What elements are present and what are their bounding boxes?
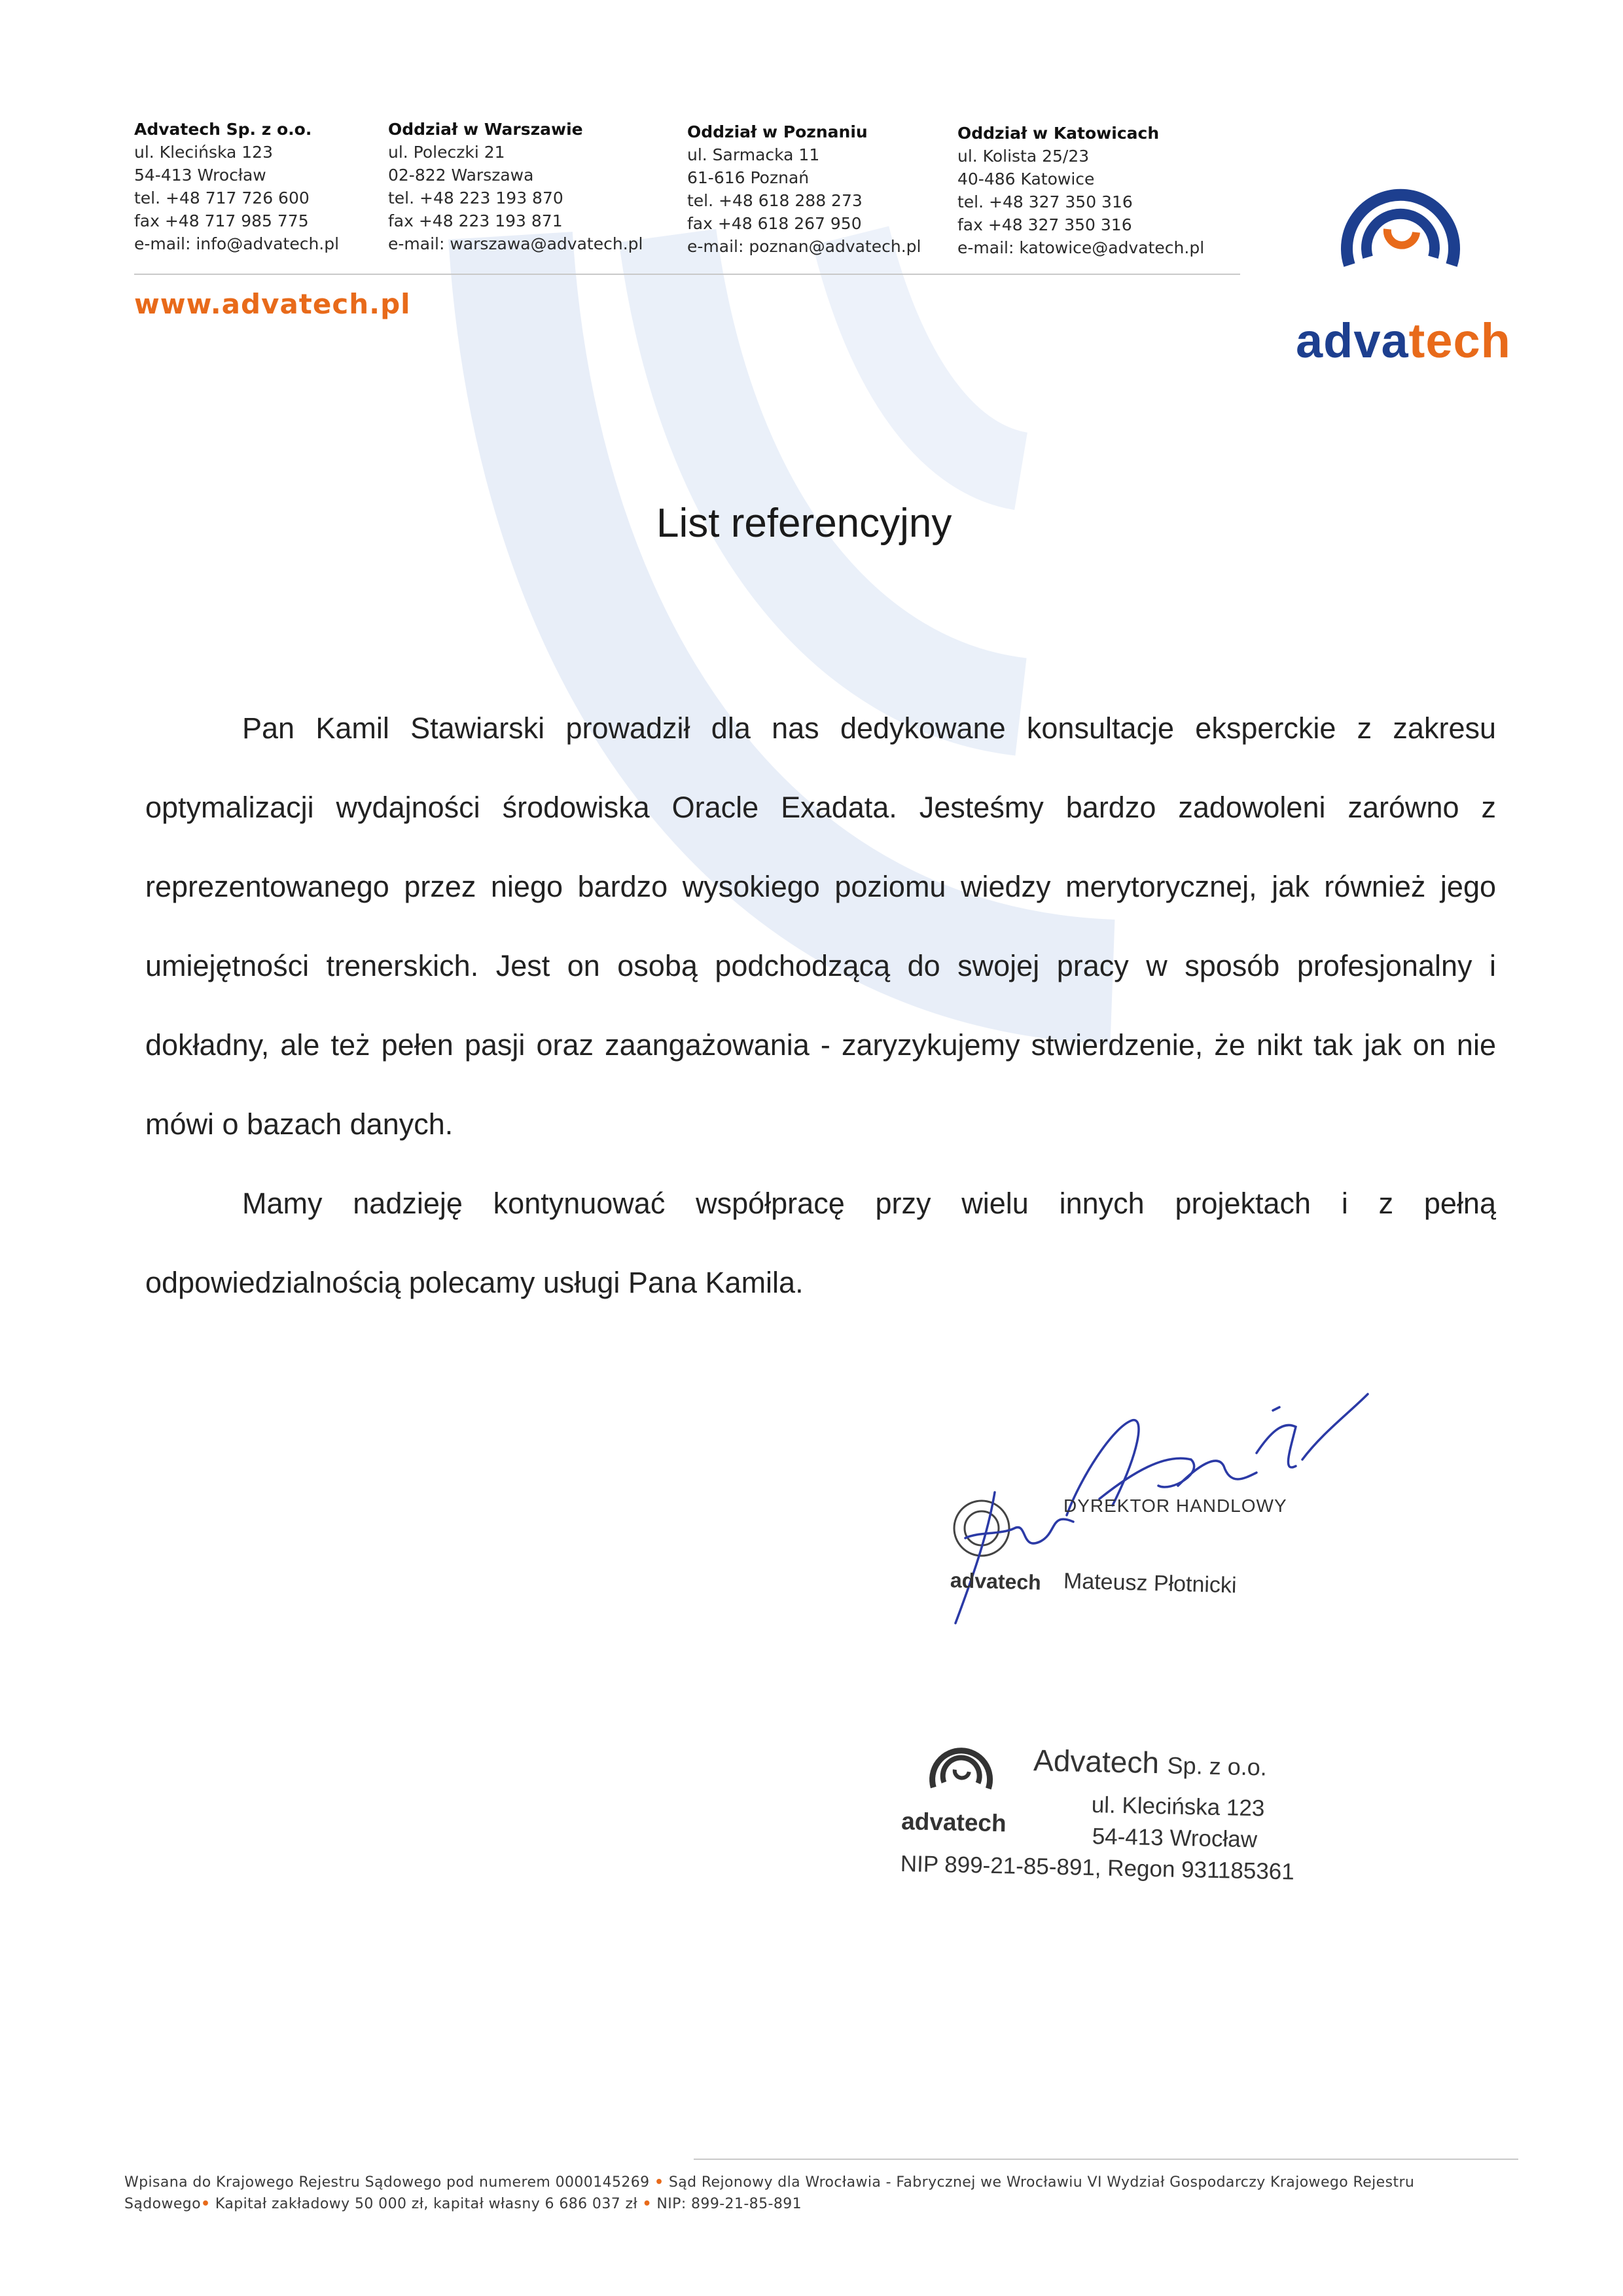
footer-divider xyxy=(694,2159,1518,2160)
signature-role: DYREKTOR HANDLOWY xyxy=(1063,1496,1287,1516)
office-wroclaw xyxy=(134,118,339,255)
letter-body xyxy=(145,689,1496,1322)
office-line: ul. Klecińska 123 xyxy=(134,143,273,162)
office-line: e-mail: warszawa@advatech.pl xyxy=(388,234,643,253)
footer-text: Sąd Rejonowy dla Wrocławia - Fabrycznej we Wrocławiu VI Wydział Gospodarczy Krajowego Rejestru xyxy=(668,2174,1415,2191)
advatech-logo-icon xyxy=(1322,167,1479,298)
stamp-company-name xyxy=(1033,1742,1268,1782)
footer-text: Kapitał zakładowy 50 000 zł, kapitał własny 6 686 037 zł xyxy=(215,2196,638,2212)
footer-text: Sądowego xyxy=(124,2196,202,2212)
stamp-company-main: Advatech xyxy=(1033,1743,1160,1780)
signature-stamp-brand: advatech xyxy=(950,1568,1042,1594)
website-link[interactable]: www.advatech.pl xyxy=(134,288,411,320)
office-poznan xyxy=(687,120,921,258)
stamp-city: 54-413 Wrocław xyxy=(1092,1823,1258,1853)
signatory-name: Mateusz Płotnicki xyxy=(1063,1568,1238,1598)
footer-line xyxy=(124,2172,1518,2193)
office-line: tel. +48 223 193 870 xyxy=(388,188,563,207)
office-katowice xyxy=(957,122,1204,259)
footer-legal xyxy=(124,2172,1518,2215)
office-line: 61-616 Poznań xyxy=(687,168,810,187)
stamp-brand: advatech xyxy=(901,1807,1007,1837)
stamp-company-suffix: Sp. z o.o. xyxy=(1167,1751,1268,1781)
office-line: fax +48 618 267 950 xyxy=(687,214,862,233)
office-line: tel. +48 618 288 273 xyxy=(687,191,863,210)
footer-text: Wpisana do Krajowego Rejestru Sądowego pod numerem 0000145269 xyxy=(124,2174,650,2191)
stamp-street: ul. Klecińska 123 xyxy=(1091,1792,1265,1821)
office-line: ul. Sarmacka 11 xyxy=(687,145,820,164)
office-line: e-mail: katowice@advatech.pl xyxy=(957,238,1205,257)
separator-dot: • xyxy=(654,2174,664,2191)
office-name: Oddział w Poznaniu xyxy=(687,122,868,141)
header-divider xyxy=(134,274,1240,275)
separator-dot: • xyxy=(642,2196,652,2212)
paragraph: Mamy nadzieję kontynuować współpracę przy wielu innych projektach i z pełną odpowiedzialnością polecamy usługi Pana Kamila. xyxy=(145,1187,1496,1299)
footer-line xyxy=(124,2193,1518,2215)
separator-dot: • xyxy=(201,2196,211,2212)
office-line: e-mail: info@advatech.pl xyxy=(134,234,340,253)
office-line: tel. +48 717 726 600 xyxy=(134,188,310,207)
office-line: 40-486 Katowice xyxy=(957,170,1095,188)
advatech-wordmark: advatech xyxy=(1296,314,1511,368)
office-name: Oddział w Warszawie xyxy=(388,120,583,139)
office-line: ul. Kolista 25/23 xyxy=(957,147,1090,166)
office-line: e-mail: poznan@advatech.pl xyxy=(687,237,921,256)
office-line: tel. +48 327 350 316 xyxy=(957,192,1133,211)
office-warszawa xyxy=(388,118,643,255)
footer-text: NIP: 899-21-85-891 xyxy=(656,2196,802,2212)
office-name: Advatech Sp. z o.o. xyxy=(134,120,312,139)
office-name: Oddział w Katowicach xyxy=(957,124,1160,143)
office-line: 54-413 Wrocław xyxy=(134,166,266,185)
handwritten-signature xyxy=(916,1381,1374,1656)
stamp-registration-ids: NIP 899-21-85-891, Regon 931185361 xyxy=(900,1850,1295,1885)
paragraph: Pan Kamil Stawiarski prowadził dla nas dedykowane konsultacje eksperckie z zakresu optymalizacji wydajności środowiska Oracle Exadata. Jesteśmy bardzo zadowoleni zarówno z reprezentowanego przez niego bardzo wysokiego poziomu wiedzy merytorycznej, jak również jego umiejętności trenerskich. Jest on osobą podchodzącą do swojej pracy w sposób profesjonalny i dokładny, ale też pełen pasji oraz zaangażowania - zaryzykujemy stwierdzenie, że nikt tak jak on nie mówi o bazach danych. xyxy=(145,711,1496,1141)
company-stamp xyxy=(900,1734,1295,1899)
office-line: fax +48 717 985 775 xyxy=(134,211,309,230)
office-line: fax +48 327 350 316 xyxy=(957,215,1132,234)
office-line: 02-822 Warszawa xyxy=(388,166,534,185)
office-line: fax +48 223 193 871 xyxy=(388,211,563,230)
office-line: ul. Poleczki 21 xyxy=(388,143,505,162)
stamp-logo-icon xyxy=(921,1735,1001,1802)
document-title: List referencyjny xyxy=(656,501,952,546)
